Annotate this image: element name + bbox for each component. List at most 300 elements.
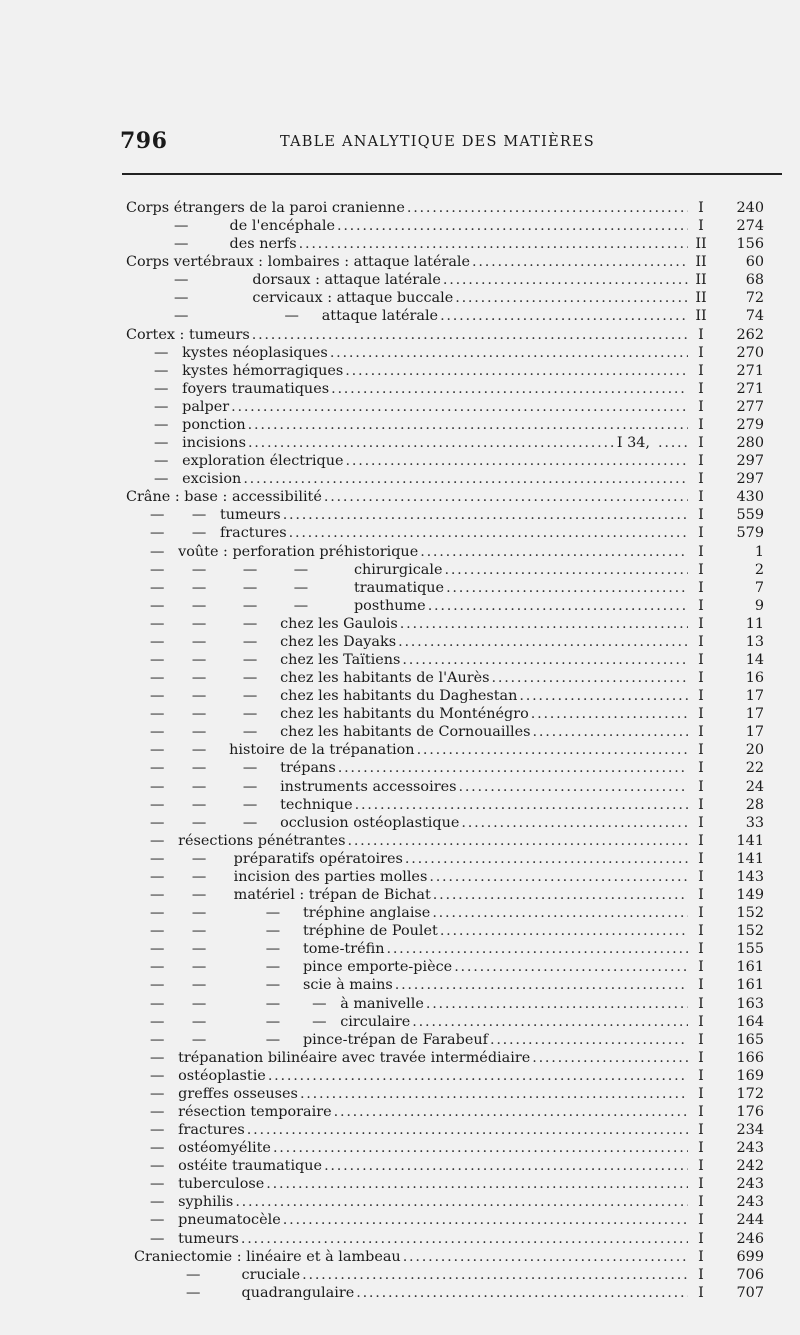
entry-page: 166 xyxy=(736,1049,764,1066)
entry-volume: I xyxy=(698,435,704,452)
entry-page: 176 xyxy=(736,1104,764,1120)
index-entry xyxy=(0,543,800,561)
entry-page: 152 xyxy=(736,905,764,922)
index-entry xyxy=(0,814,800,832)
entry-volume: I xyxy=(698,1284,704,1301)
entry-label: — — — — posthume xyxy=(150,597,426,614)
entry-page: 242 xyxy=(736,1158,764,1175)
entry-page: 699 xyxy=(736,1248,764,1265)
entry-page: 161 xyxy=(736,977,764,994)
entry-label: — dorsaux : attaque latérale xyxy=(174,272,441,289)
dot-leader xyxy=(248,434,615,452)
index-entry xyxy=(0,452,800,470)
entry-text xyxy=(150,633,690,651)
entry-volume: II xyxy=(695,254,707,271)
index-entry xyxy=(0,1031,800,1049)
dot-leader xyxy=(252,326,688,344)
dot-leader xyxy=(658,434,688,452)
entry-label: — ostéoplastie xyxy=(150,1067,266,1084)
entry-page: 706 xyxy=(736,1266,764,1283)
entry-page: 11 xyxy=(745,615,764,632)
entry-volume: II xyxy=(695,308,707,325)
dot-leader xyxy=(346,452,688,470)
entry-text xyxy=(150,976,690,994)
entry-text xyxy=(154,398,690,416)
entry-page: 707 xyxy=(736,1284,764,1301)
dot-leader xyxy=(266,1175,688,1193)
dot-leader xyxy=(386,940,688,958)
entry-volume: I xyxy=(698,362,704,379)
entry-text xyxy=(126,326,690,344)
entry-text xyxy=(154,344,690,362)
entry-text xyxy=(150,995,690,1013)
entry-volume: I xyxy=(698,615,704,632)
dot-leader xyxy=(531,705,688,723)
dot-leader xyxy=(347,832,688,850)
entry-page: 9 xyxy=(754,597,764,614)
entry-page: 262 xyxy=(736,326,764,343)
entry-page: 172 xyxy=(736,1085,764,1102)
dot-leader xyxy=(412,1013,688,1031)
entry-text xyxy=(186,1284,690,1302)
index-entry xyxy=(0,289,800,307)
entry-label: — fractures xyxy=(150,1122,245,1139)
entry-volume: II xyxy=(695,236,707,253)
entry-page: 60 xyxy=(745,254,764,271)
index-entry xyxy=(0,1067,800,1085)
dot-leader xyxy=(243,470,688,488)
entry-label: — — préparatifs opératoires xyxy=(150,850,403,867)
entry-label: — kystes hémorragiques xyxy=(154,362,344,379)
entry-label: — — — pince emporte-pièce xyxy=(150,959,453,976)
entry-text xyxy=(150,796,690,814)
entry-volume: II xyxy=(695,290,707,307)
index-entry xyxy=(0,470,800,488)
entry-label: — — — technique xyxy=(150,796,353,813)
dot-leader xyxy=(283,506,688,524)
index-entry xyxy=(0,416,800,434)
dot-leader xyxy=(444,561,688,579)
index-entry xyxy=(0,778,800,796)
entry-volume: I xyxy=(698,670,704,687)
entry-text xyxy=(150,506,690,524)
entry-text xyxy=(150,723,690,741)
entry-label: — foyers traumatiques xyxy=(154,380,330,397)
entry-label: — — — tréphine anglaise xyxy=(150,905,431,922)
entry-label: — — — chez les Taïtiens xyxy=(150,652,401,668)
entry-label: — de l'encéphale xyxy=(174,218,335,235)
dot-leader xyxy=(299,235,688,253)
entry-volume: I xyxy=(698,1230,704,1247)
entry-text xyxy=(134,1248,690,1266)
entry-label: — — — chez les habitants de Cornouailles xyxy=(150,724,531,741)
index-entry xyxy=(0,669,800,687)
entry-text xyxy=(150,1175,690,1193)
entry-text xyxy=(174,289,690,307)
index-entry xyxy=(0,850,800,868)
index-entry xyxy=(0,1049,800,1067)
entry-label: Craniectomie : linéaire et à lambeau xyxy=(134,1248,401,1265)
dot-leader xyxy=(472,253,688,271)
entry-volume: I xyxy=(698,652,704,668)
entry-page: 243 xyxy=(736,1140,764,1157)
entry-page: 17 xyxy=(745,706,764,723)
index-entry xyxy=(0,904,800,922)
entry-page: 16 xyxy=(745,670,764,687)
entry-text xyxy=(150,1049,690,1067)
entry-label: — — — scie à mains xyxy=(150,977,393,994)
index-entry xyxy=(0,579,800,597)
entry-text xyxy=(150,543,690,561)
dot-leader xyxy=(398,633,688,651)
entry-label: — — — pince-trépan de Farabeuf xyxy=(150,1031,488,1048)
entry-text xyxy=(150,524,690,542)
running-title: TABLE ANALYTIQUE DES MATIÈRES xyxy=(280,134,595,150)
index-entry xyxy=(0,687,800,705)
index-entry xyxy=(0,253,800,271)
index-entry xyxy=(0,1013,800,1031)
index-entry xyxy=(0,651,800,669)
entry-label: — — — tome-tréfin xyxy=(150,941,385,958)
index-entry xyxy=(0,615,800,633)
entry-volume: I xyxy=(698,832,704,849)
entry-label: — — tumeurs xyxy=(150,507,281,524)
index-entry xyxy=(0,434,800,452)
entry-label: — pneumatocèle xyxy=(150,1212,281,1229)
entry-volume: I xyxy=(698,1140,704,1157)
entry-text xyxy=(150,561,690,579)
entry-page: 152 xyxy=(736,923,764,940)
index-entry xyxy=(0,1085,800,1103)
entry-label: — ostéomyélite xyxy=(150,1140,271,1157)
index-entry xyxy=(0,506,800,524)
dot-leader xyxy=(231,398,688,416)
page-number: 796 xyxy=(120,128,168,154)
entry-volume: I xyxy=(698,977,704,994)
dot-leader xyxy=(428,597,688,615)
entry-text xyxy=(126,488,690,506)
entry-volume: I xyxy=(698,868,704,885)
entry-volume: I xyxy=(698,923,704,940)
entry-page: 141 xyxy=(736,832,764,849)
index-entry xyxy=(0,1193,800,1211)
entry-page: 271 xyxy=(736,380,764,397)
entry-text xyxy=(150,705,690,723)
index-entry xyxy=(0,705,800,723)
index-entry xyxy=(0,561,800,579)
entry-page: 1 xyxy=(754,543,764,560)
entry-text xyxy=(150,759,690,777)
entry-page: 297 xyxy=(736,471,764,488)
entry-text xyxy=(150,1230,690,1248)
entry-text xyxy=(174,235,690,253)
entry-label: Crâne : base : accessibilité xyxy=(126,489,322,506)
entry-volume: I xyxy=(698,706,704,723)
entry-text xyxy=(150,940,690,958)
entry-page: 271 xyxy=(736,362,764,379)
entry-page: 246 xyxy=(736,1230,764,1247)
entry-text xyxy=(154,470,690,488)
entry-volume: I xyxy=(698,1158,704,1175)
entry-label: — — — instruments accessoires xyxy=(150,778,457,795)
entry-volume: I xyxy=(698,453,704,470)
index-entry xyxy=(0,759,800,777)
dot-leader xyxy=(443,271,688,289)
dot-leader xyxy=(433,886,688,904)
entry-text xyxy=(150,1013,690,1031)
entry-text xyxy=(150,1085,690,1103)
dot-leader xyxy=(440,922,688,940)
entry-label: — incisions xyxy=(154,435,246,452)
dot-leader xyxy=(461,814,688,832)
dot-leader xyxy=(300,1085,688,1103)
header-rule xyxy=(122,173,782,175)
index-entry xyxy=(0,1121,800,1139)
entry-label: — tumeurs xyxy=(150,1230,239,1247)
entry-label: — — histoire de la trépanation xyxy=(150,742,415,759)
entry-page: 33 xyxy=(745,814,764,831)
entry-text xyxy=(150,1211,690,1229)
dot-leader xyxy=(490,1031,688,1049)
dot-leader xyxy=(417,741,688,759)
entry-label: — excision xyxy=(154,471,242,488)
entry-volume: I xyxy=(698,941,704,958)
dot-leader xyxy=(248,416,688,434)
index-entry xyxy=(0,524,800,542)
entry-label: — cruciale xyxy=(186,1266,301,1283)
dot-leader xyxy=(331,380,688,398)
entry-volume: I xyxy=(698,724,704,741)
entry-label: — — — — à manivelle xyxy=(150,995,424,1012)
dot-leader xyxy=(337,217,688,235)
index-entry xyxy=(0,940,800,958)
dot-leader xyxy=(355,796,688,814)
dot-leader xyxy=(324,488,688,506)
entry-label: Corps vertébraux : lombaires : attaque latérale xyxy=(126,254,471,271)
entry-text xyxy=(150,687,690,705)
entry-text xyxy=(126,253,690,271)
dot-leader xyxy=(289,524,688,542)
entry-label: — — — chez les Gaulois xyxy=(150,615,398,632)
entry-label: — — matériel : trépan de Bichat xyxy=(150,887,431,904)
index-entry xyxy=(0,199,800,217)
entry-page: 68 xyxy=(745,272,764,289)
index-entry xyxy=(0,307,800,325)
dot-leader xyxy=(334,1103,688,1121)
dot-leader xyxy=(235,1193,688,1211)
dot-leader xyxy=(420,543,688,561)
entry-label: — — — tréphine de Poulet xyxy=(150,923,438,940)
entry-text xyxy=(154,416,690,434)
index-entry xyxy=(0,235,800,253)
entry-volume: I xyxy=(698,398,704,415)
entry-volume: I xyxy=(698,416,704,433)
index-entry xyxy=(0,1266,800,1284)
dot-leader xyxy=(283,1211,688,1229)
index-entry xyxy=(0,362,800,380)
entry-label: — résection temporaire xyxy=(150,1104,332,1120)
entry-label: — des nerfs xyxy=(174,236,297,253)
entry-text xyxy=(150,1193,690,1211)
entry-volume: I xyxy=(698,507,704,524)
entry-page: 161 xyxy=(736,959,764,976)
entry-page: 559 xyxy=(736,507,764,524)
entry-text xyxy=(150,922,690,940)
entry-text xyxy=(150,1103,690,1121)
dot-leader xyxy=(247,1121,688,1139)
index-entry xyxy=(0,723,800,741)
entry-volume: I xyxy=(698,344,704,361)
index-entry xyxy=(0,344,800,362)
entry-label: — exploration électrique xyxy=(154,453,344,470)
entry-label: — — — trépans xyxy=(150,760,336,777)
entry-page: 280 xyxy=(736,435,764,452)
entry-label: — — attaque latérale xyxy=(174,308,439,325)
entry-page: 243 xyxy=(736,1176,764,1193)
entry-volume: I xyxy=(698,597,704,614)
entry-text xyxy=(150,651,690,669)
entry-page: 7 xyxy=(754,579,764,596)
entry-text xyxy=(154,380,690,398)
dot-leader xyxy=(330,344,688,362)
entry-volume: I xyxy=(698,688,704,705)
entry-label: — trépanation bilinéaire avec travée intermédiaire xyxy=(150,1049,531,1066)
dot-leader xyxy=(532,1049,688,1067)
entry-volume: I xyxy=(698,200,704,216)
entry-page: 22 xyxy=(745,760,764,777)
entry-page: 141 xyxy=(736,850,764,867)
dot-leader xyxy=(324,1157,688,1175)
entry-volume: I xyxy=(698,1266,704,1283)
entry-volume: I xyxy=(698,905,704,922)
index-entry xyxy=(0,1139,800,1157)
dot-leader xyxy=(455,289,688,307)
dot-leader xyxy=(345,362,688,380)
dot-leader xyxy=(429,868,688,886)
entry-volume: I xyxy=(698,1176,704,1193)
entry-volume: I xyxy=(698,959,704,976)
index-entry xyxy=(0,796,800,814)
entry-text xyxy=(150,886,690,904)
entry-page: 72 xyxy=(745,290,764,307)
entry-text xyxy=(150,579,690,597)
entry-volume: I xyxy=(698,543,704,560)
entry-text xyxy=(150,778,690,796)
entry-label: — kystes néoplasiques xyxy=(154,344,328,361)
entry-volume: I xyxy=(698,1013,704,1030)
entry-label: Corps étrangers de la paroi cranienne xyxy=(126,200,405,216)
dot-leader xyxy=(241,1230,688,1248)
dot-leader xyxy=(338,759,688,777)
entry-text xyxy=(174,307,690,325)
entry-label: — — — — traumatique xyxy=(150,579,445,596)
index-entry xyxy=(0,1284,800,1302)
entry-page: 164 xyxy=(736,1013,764,1030)
entry-volume: I xyxy=(698,1067,704,1084)
entry-label: — palper xyxy=(154,398,230,415)
entry-volume: I xyxy=(698,995,704,1012)
entry-volume: I xyxy=(698,760,704,777)
dot-leader xyxy=(446,579,688,597)
entry-volume: I xyxy=(698,633,704,650)
dot-leader xyxy=(426,995,688,1013)
entry-volume: I xyxy=(698,1212,704,1229)
entry-text xyxy=(150,741,690,759)
entry-page: 430 xyxy=(736,489,764,506)
entry-page: 74 xyxy=(745,308,764,325)
index-entry xyxy=(0,1157,800,1175)
dot-leader xyxy=(440,307,688,325)
entry-text xyxy=(150,904,690,922)
entry-volume: I xyxy=(698,579,704,596)
entry-label: — quadrangulaire xyxy=(186,1284,355,1301)
dot-leader xyxy=(400,615,688,633)
entry-page: 13 xyxy=(745,633,764,650)
entry-page: 24 xyxy=(745,778,764,795)
entry-volume: I xyxy=(698,1104,704,1120)
dot-leader xyxy=(356,1284,688,1302)
entry-page: 279 xyxy=(736,416,764,433)
index-entry xyxy=(0,380,800,398)
entry-text xyxy=(150,597,690,615)
entry-page: 243 xyxy=(736,1194,764,1211)
entry-volume: I xyxy=(698,742,704,759)
entry-label: Cortex : tumeurs xyxy=(126,326,250,343)
entry-label: — — — chez les Dayaks xyxy=(150,633,397,650)
dot-leader xyxy=(395,976,688,994)
entry-label: — tuberculose xyxy=(150,1176,265,1193)
dot-leader xyxy=(533,723,688,741)
entry-label: — — — chez les habitants du Monténégro xyxy=(150,706,529,723)
entry-volume: I xyxy=(698,887,704,904)
entry-label: — cervicaux : attaque buccale xyxy=(174,290,454,307)
entry-page: 156 xyxy=(736,236,764,253)
entry-volume: I xyxy=(698,1248,704,1265)
index-entry xyxy=(0,995,800,1013)
entry-page: 17 xyxy=(745,688,764,705)
entry-volume: I xyxy=(698,1085,704,1102)
dot-leader xyxy=(405,850,688,868)
entry-text xyxy=(150,669,690,687)
index-entry xyxy=(0,1103,800,1121)
entry-text xyxy=(174,271,690,289)
entry-volume: I xyxy=(698,796,704,813)
index-entry xyxy=(0,976,800,994)
dot-leader xyxy=(407,199,688,217)
entry-volume: I xyxy=(698,471,704,488)
index-entry xyxy=(0,886,800,904)
entry-label: — — — — circulaire xyxy=(150,1013,411,1030)
entry-volume: I xyxy=(698,380,704,397)
entry-text xyxy=(150,832,690,850)
entry-page: 274 xyxy=(736,218,764,235)
entry-page: 14 xyxy=(745,652,764,668)
dot-leader xyxy=(268,1067,688,1085)
dot-leader xyxy=(432,904,688,922)
entry-page: 2 xyxy=(754,561,764,578)
entry-text xyxy=(150,814,690,832)
entry-page: 234 xyxy=(736,1122,764,1139)
entry-text xyxy=(126,199,690,217)
index-entry xyxy=(0,741,800,759)
index-entry xyxy=(0,1211,800,1229)
entry-volume: I xyxy=(698,489,704,506)
entry-text xyxy=(150,1139,690,1157)
index-entry xyxy=(0,633,800,651)
index-entry xyxy=(0,958,800,976)
entry-label: — — incision des parties molles xyxy=(150,868,428,885)
index-entry xyxy=(0,488,800,506)
